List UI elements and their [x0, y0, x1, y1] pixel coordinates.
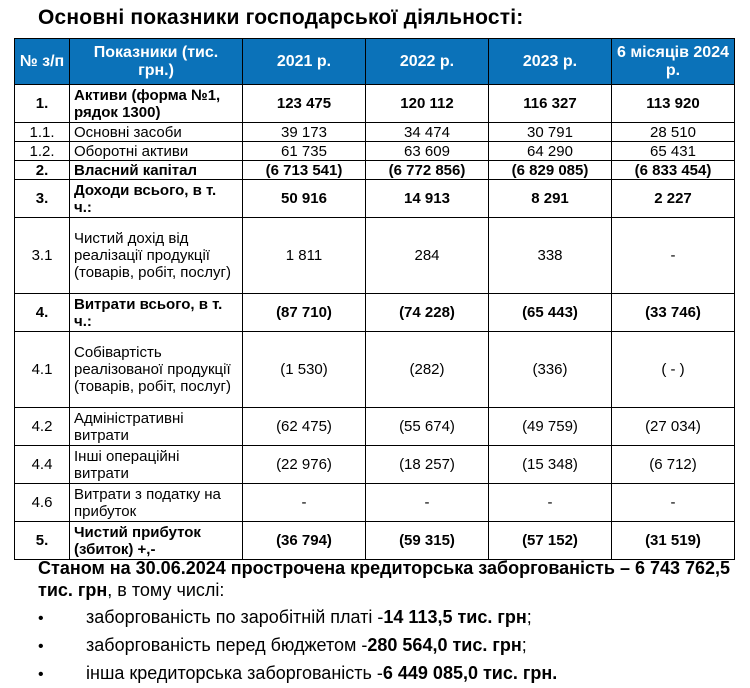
row-num: 2. [15, 161, 70, 180]
row-value-2022: (18 257) [366, 446, 489, 484]
table-row [15, 522, 735, 560]
header-num: № з/п [15, 39, 70, 85]
row-value-2023: (15 348) [489, 446, 612, 484]
row-value-2023: 30 791 [489, 123, 612, 142]
table-row [15, 332, 735, 408]
table-header-row [15, 39, 735, 85]
row-value-2021: (22 976) [243, 446, 366, 484]
row-num: 4. [15, 294, 70, 332]
row-value-2021: (87 710) [243, 294, 366, 332]
bullet-icon: • [38, 610, 44, 627]
overdue-summary [38, 557, 738, 601]
indicators-table [14, 38, 735, 560]
row-value-2021: (1 530) [243, 332, 366, 408]
header-2024: 6 місяців 2024 р. [612, 39, 735, 85]
page-title: Основні показники господарської діяльності: [38, 6, 524, 29]
table-row [15, 218, 735, 294]
row-value-2022: 34 474 [366, 123, 489, 142]
row-num: 4.1 [15, 332, 70, 408]
list-item-text: інша кредиторська заборгованість - [86, 663, 383, 683]
overdue-summary-tail: , в тому числі: [107, 580, 225, 600]
row-label: Активи (форма №1, рядок 1300) [70, 85, 243, 123]
list-item-end: ; [521, 635, 527, 655]
row-label: Собівартість реалізованої продукції (товарів, робіт, послуг) [70, 332, 243, 408]
table-row [15, 484, 735, 522]
row-value-2022: - [366, 484, 489, 522]
row-value-2024: (31 519) [612, 522, 735, 560]
row-value-2022: 120 112 [366, 85, 489, 123]
table-row [15, 294, 735, 332]
row-value-2024: 113 920 [612, 85, 735, 123]
row-value-2023: 338 [489, 218, 612, 294]
row-value-2022: 63 609 [366, 142, 489, 161]
list-item-amount: 6 449 085,0 тис. грн. [382, 663, 558, 683]
row-label: Власний капітал [70, 161, 243, 180]
list-item-text: заборгованість перед бюджетом - [86, 635, 368, 655]
row-value-2023: - [489, 484, 612, 522]
row-label: Оборотні активи [70, 142, 243, 161]
row-value-2021: (6 713 541) [243, 161, 366, 180]
row-value-2022: (282) [366, 332, 489, 408]
row-value-2024: 2 227 [612, 180, 735, 218]
row-num: 1.2. [15, 142, 70, 161]
row-label: Витрати з податку на прибуток [70, 484, 243, 522]
row-value-2023: (65 443) [489, 294, 612, 332]
list-item-text: заборгованість по заробітній платі - [86, 607, 384, 627]
list-item-amount: 280 564,0 тис. грн [367, 635, 522, 655]
list-item [38, 632, 557, 660]
row-value-2023: (49 759) [489, 408, 612, 446]
table-row [15, 180, 735, 218]
row-num: 3. [15, 180, 70, 218]
row-value-2021: 1 811 [243, 218, 366, 294]
row-num: 1.1. [15, 123, 70, 142]
bullet-icon: • [38, 638, 44, 655]
list-item [38, 660, 557, 688]
row-value-2022: (74 228) [366, 294, 489, 332]
list-item-amount: 14 113,5 тис. грн [383, 607, 527, 627]
header-2021: 2021 р. [243, 39, 366, 85]
row-num: 1. [15, 85, 70, 123]
row-value-2021: 123 475 [243, 85, 366, 123]
row-value-2024: 28 510 [612, 123, 735, 142]
row-value-2024: (27 034) [612, 408, 735, 446]
row-value-2022: 284 [366, 218, 489, 294]
row-label: Доходи всього, в т. ч.: [70, 180, 243, 218]
table-row [15, 161, 735, 180]
row-value-2023: 64 290 [489, 142, 612, 161]
row-num: 4.2 [15, 408, 70, 446]
row-value-2023: (57 152) [489, 522, 612, 560]
row-value-2024: (33 746) [612, 294, 735, 332]
overdue-summary-lead: Станом на 30.06.2024 прострочена кредиторська заборгованість – 6 743 762,5 тис. грн [38, 558, 731, 600]
row-value-2021: (36 794) [243, 522, 366, 560]
list-item-end: ; [526, 607, 532, 627]
row-value-2024: (6 712) [612, 446, 735, 484]
row-value-2021: 61 735 [243, 142, 366, 161]
table-row [15, 123, 735, 142]
row-value-2022: (59 315) [366, 522, 489, 560]
row-num: 4.6 [15, 484, 70, 522]
header-indicator: Показники (тис. грн.) [70, 39, 243, 85]
table-row [15, 446, 735, 484]
row-value-2021: - [243, 484, 366, 522]
row-num: 3.1 [15, 218, 70, 294]
row-value-2024: (6 833 454) [612, 161, 735, 180]
row-value-2021: (62 475) [243, 408, 366, 446]
list-item [38, 604, 557, 632]
row-value-2022: 14 913 [366, 180, 489, 218]
bullet-icon: • [38, 666, 44, 683]
row-label: Чистий прибуток (збиток) +,- [70, 522, 243, 560]
row-value-2024: ( - ) [612, 332, 735, 408]
row-value-2023: 116 327 [489, 85, 612, 123]
row-label: Чистий дохід від реалізації продукції (товарів, робіт, послуг) [70, 218, 243, 294]
row-value-2021: 50 916 [243, 180, 366, 218]
row-label: Витрати всього, в т. ч.: [70, 294, 243, 332]
table-row [15, 85, 735, 123]
row-value-2023: 8 291 [489, 180, 612, 218]
table-row [15, 142, 735, 161]
row-value-2024: - [612, 218, 735, 294]
row-value-2023: (6 829 085) [489, 161, 612, 180]
row-value-2023: (336) [489, 332, 612, 408]
row-label: Адміністративні витрати [70, 408, 243, 446]
row-value-2024: 65 431 [612, 142, 735, 161]
row-value-2022: (6 772 856) [366, 161, 489, 180]
header-2022: 2022 р. [366, 39, 489, 85]
row-num: 4.4 [15, 446, 70, 484]
table-row [15, 408, 735, 446]
row-label: Основні засоби [70, 123, 243, 142]
row-value-2022: (55 674) [366, 408, 489, 446]
header-2023: 2023 р. [489, 39, 612, 85]
row-num: 5. [15, 522, 70, 560]
row-label: Інші операційні витрати [70, 446, 243, 484]
row-value-2021: 39 173 [243, 123, 366, 142]
debt-breakdown-list [38, 604, 557, 688]
row-value-2024: - [612, 484, 735, 522]
